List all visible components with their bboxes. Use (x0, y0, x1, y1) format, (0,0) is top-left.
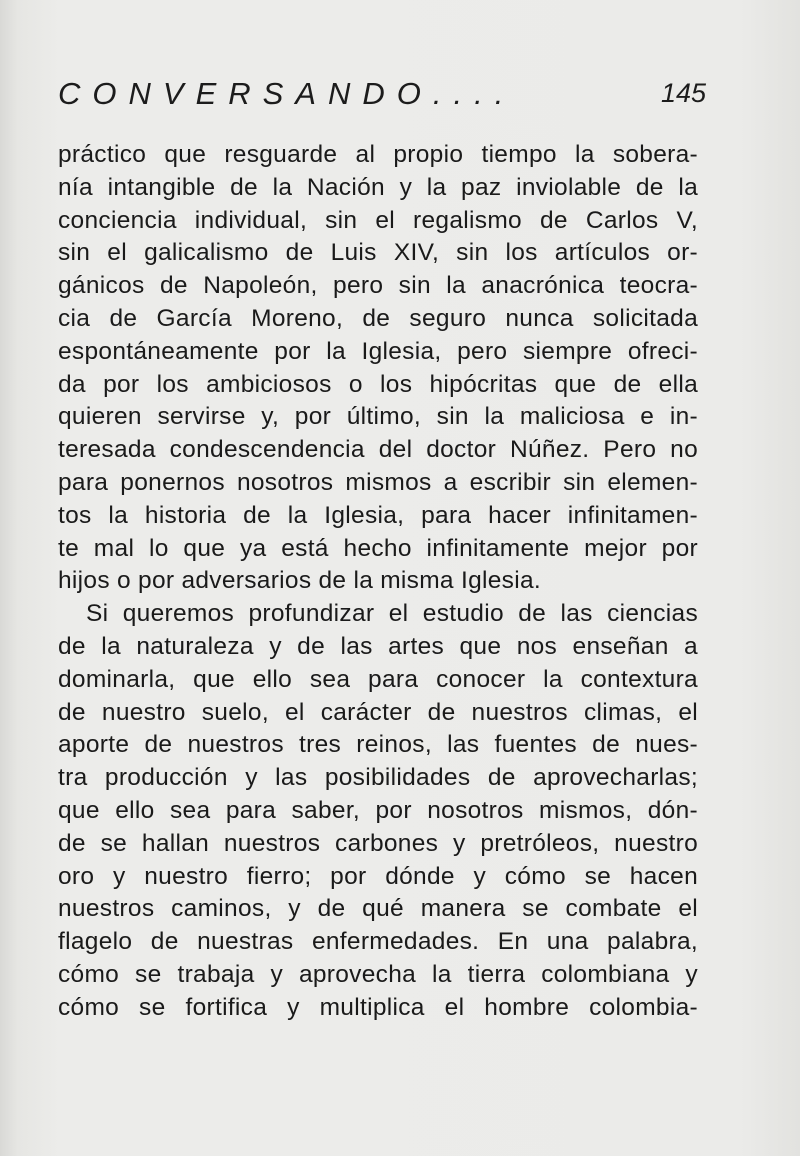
body-text (58, 139, 698, 1025)
page-number: 145 (660, 78, 706, 108)
text-line: Si queremos profundizar el estudio de las ciencias (86, 600, 698, 628)
text-line: nuestros caminos, y de qué manera se combate el (58, 895, 698, 923)
text-line: te mal lo que ya está hecho infinitamente mejor por (58, 534, 698, 562)
text-line: espontáneamente por la Iglesia, pero siempre ofreci- (58, 337, 698, 365)
text-line: que ello sea para saber, por nosotros mismos, dón- (58, 796, 698, 824)
text-line: tos la historia de la Iglesia, para hacer infinitamen- (58, 501, 698, 529)
text-line: de nuestro suelo, el carácter de nuestros climas, el (58, 698, 698, 726)
running-title: CONVERSANDO.... (58, 76, 516, 111)
text-line: oro y nuestro fierro; por dónde y cómo se hacen (58, 862, 698, 890)
text-line: de se hallan nuestros carbones y pretróleos, nuestro (58, 829, 698, 857)
text-line: para ponernos nosotros mismos a escribir sin elemen- (58, 468, 698, 496)
text-line: dominarla, que ello sea para conocer la contextura (58, 665, 698, 693)
text-line: teresada condescendencia del doctor Núñez. Pero no (58, 436, 698, 464)
text-line: de la naturaleza y de las artes que nos enseñan a (58, 632, 698, 660)
text-line: tra producción y las posibilidades de aprovecharlas; (58, 764, 698, 792)
text-line: nía intangible de la Nación y la paz inviolable de la (58, 173, 698, 201)
text-line: cómo se trabaja y aprovecha la tierra colombiana y (58, 960, 698, 988)
text-line: cómo se fortifica y multiplica el hombre colombia- (58, 993, 698, 1021)
text-line: hijos o por adversarios de la misma Iglesia. (58, 567, 541, 595)
text-line: práctico que resguarde al propio tiempo la sobera- (58, 141, 698, 168)
text-line: conciencia individual, sin el regalismo de Carlos V, (58, 206, 698, 234)
text-line: aporte de nuestros tres reinos, las fuentes de nues- (58, 731, 698, 759)
text-line: da por los ambiciosos o los hipócritas que de ella (58, 370, 698, 398)
text-line: cia de García Moreno, de seguro nunca solicitada (58, 304, 698, 332)
text-line: quieren servirse y, por último, sin la maliciosa e in- (58, 403, 698, 431)
text-line: gánicos de Napoleón, pero sin la anacrónica teocra- (58, 272, 698, 300)
text-line: flagelo de nuestras enfermedades. En una palabra, (58, 928, 698, 956)
text-line: sin el galicalismo de Luis XIV, sin los artículos or- (58, 239, 698, 267)
page-header (58, 76, 708, 116)
